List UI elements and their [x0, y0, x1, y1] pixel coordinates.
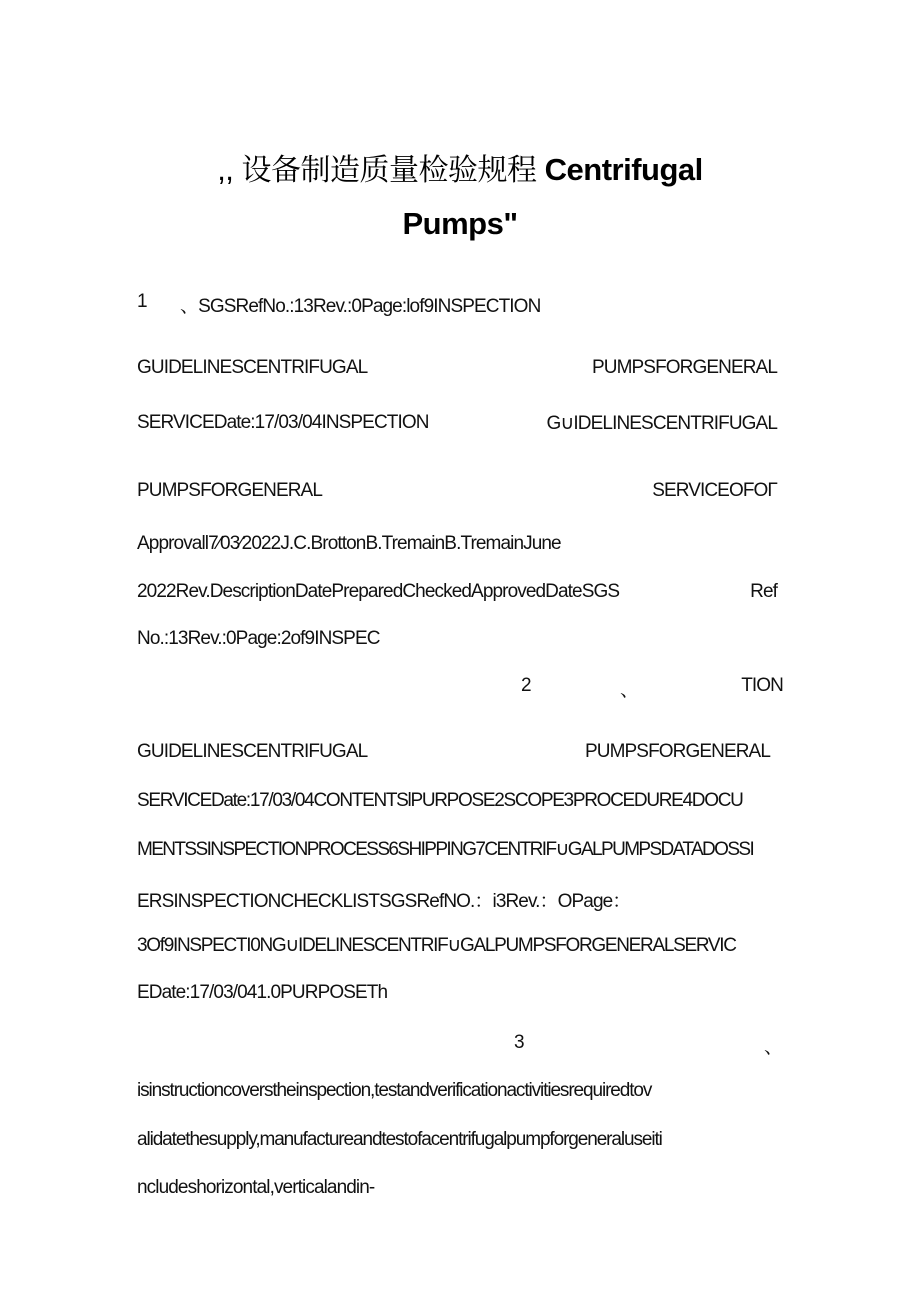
line-4-left: PUMPSFORGENERAL: [137, 480, 322, 501]
line-5: Approvall7∕03∕2022J.C.BrottonB.TremainB.TremainJune: [137, 533, 561, 554]
line-14: EDate:17/03/041.0PURPOSETh: [137, 982, 388, 1003]
line-6-left: 2022Rev.DescriptionDatePreparedCheckedApprovedDateSGS: [137, 581, 620, 602]
line-3-left: SERVICEDate:17/03/04INSPECTION: [137, 412, 429, 433]
line-11: MENTSSINSPECTIONPROCESS6SHIPPING7CENTRIF∪GALPUMPSDATADOSSI: [137, 839, 754, 860]
line-3-right: G∪IDELINESCENTRIFUGAL: [546, 413, 777, 434]
document-title-line-2: Pumps": [402, 206, 518, 241]
line-16: isinstructioncoverstheinspection,testandverificationactivitiesrequiredtov: [137, 1080, 652, 1101]
line-9-left: GUIDELINESCENTRIFUGAL: [137, 741, 368, 762]
title-english: Centrifugal: [544, 152, 703, 187]
line-17: alidatethesupply,manufactureandtestofacentrifugalpumpforgeneraluseiti: [137, 1129, 662, 1150]
line-7: No.:13Rev.:0Page:2of9INSPEC: [137, 628, 380, 649]
line-1-text: 、SGSRefNo.:13Rev.:0Page:lof9INSPECTION: [180, 296, 541, 317]
line-8-mark: 、: [620, 680, 639, 701]
line-9-right: PUMPSFORGENERAL: [585, 741, 770, 762]
document-title-line-1: [0, 145, 920, 189]
line-4-right: SERVICEOFOΓ: [652, 480, 777, 501]
line-18: ncludeshorizontal,verticalandin-: [137, 1177, 375, 1198]
line-1-number: 1: [137, 291, 147, 312]
line-12: ERSINSPECTIONCHECKLISTSGSRefNO.：i3Rev.：OPage：: [137, 891, 631, 912]
line-10: SERVICEDate:17/03/04CONTENTSlPURPOSE2SCOPE3PROCEDURE4DOCU: [137, 790, 743, 811]
line-2-left: GUIDELINESCENTRIFUGAL: [137, 357, 368, 378]
line-15-mark: 、: [764, 1037, 783, 1058]
line-15-number: 3: [514, 1032, 524, 1053]
title-prefix: ,,: [217, 152, 234, 187]
line-8-number: 2: [521, 675, 531, 696]
line-2-right: PUMPSFORGENERAL: [592, 357, 777, 378]
line-6-right: Ref: [750, 581, 777, 602]
line-8-right: TION: [741, 675, 783, 696]
title-chinese: 设备制造质量检验规程: [241, 153, 537, 188]
line-13: 3Of9INSPECTI0NG∪IDELINESCENTRIF∪GALPUMPSFORGENERALSERVIC: [137, 935, 736, 956]
